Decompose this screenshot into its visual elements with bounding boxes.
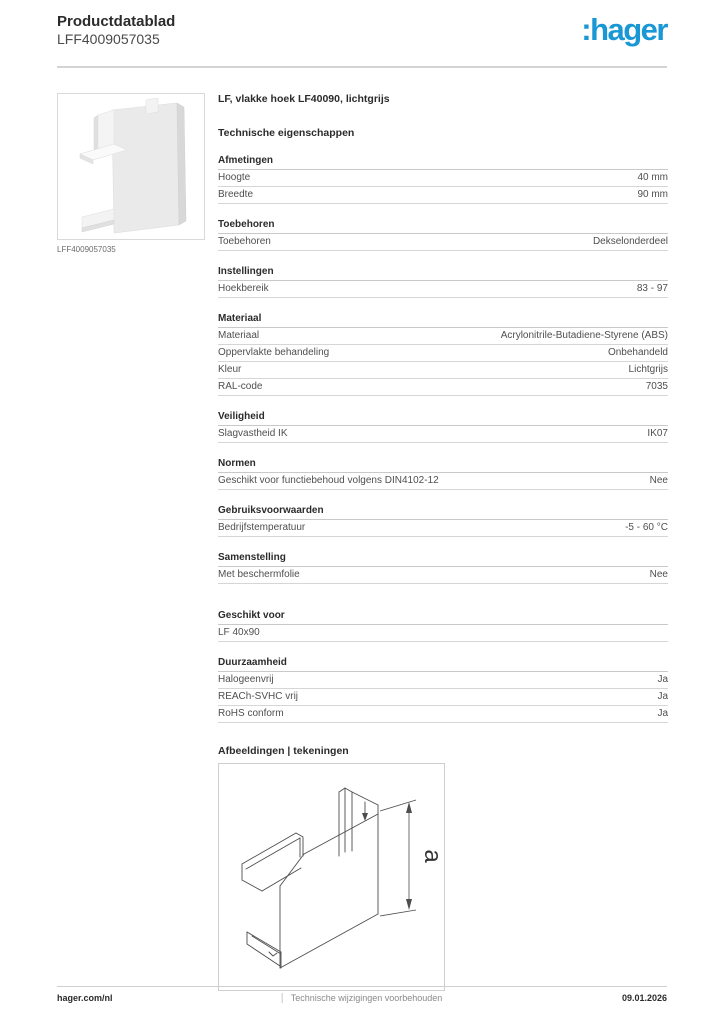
spec-value: Lichtgrijs bbox=[628, 364, 668, 375]
spec-value: Ja bbox=[657, 674, 668, 685]
dimension-label: a bbox=[419, 849, 444, 863]
spec-value: 90 mm bbox=[637, 189, 668, 200]
spec-row bbox=[218, 473, 668, 490]
spec-label: REACh-SVHC vrij bbox=[218, 691, 299, 702]
spec-group-veiligheid bbox=[218, 411, 668, 443]
document-type-title: Productdatablad bbox=[57, 13, 176, 30]
spec-label: Hoekbereik bbox=[218, 283, 269, 294]
spec-value: 40 mm bbox=[637, 172, 668, 183]
spec-row bbox=[218, 567, 668, 584]
document-footer bbox=[57, 986, 667, 1009]
product-reference: LFF4009057035 bbox=[57, 31, 160, 47]
spec-row bbox=[218, 187, 668, 204]
footer-notice: Technische wijzigingen voorbehouden bbox=[290, 993, 443, 1003]
spec-value: Nee bbox=[649, 569, 668, 580]
spec-label: Bedrijfstemperatuur bbox=[218, 522, 306, 533]
spec-label: Met beschermfolie bbox=[218, 569, 300, 580]
technical-drawing bbox=[218, 763, 445, 991]
spec-group-geschikt-voor bbox=[218, 610, 668, 642]
spec-label: RoHS conform bbox=[218, 708, 284, 719]
spec-group-title: Normen bbox=[218, 458, 668, 473]
product-image bbox=[57, 93, 205, 240]
document-header bbox=[57, 13, 667, 48]
spec-label: Kleur bbox=[218, 364, 242, 375]
spec-row bbox=[218, 706, 668, 723]
footer-center-cell bbox=[282, 993, 443, 1003]
spec-label: Slagvastheid IK bbox=[218, 428, 288, 439]
product-title: LF, vlakke hoek LF40090, lichtgrijs bbox=[218, 93, 390, 105]
spec-label: Hoogte bbox=[218, 172, 251, 183]
spec-value: 83 - 97 bbox=[636, 283, 668, 294]
product-image-column bbox=[57, 93, 205, 254]
document-titles bbox=[57, 13, 175, 48]
spec-value: -5 - 60 °C bbox=[625, 522, 668, 533]
footer-website: hager.com/nl bbox=[57, 993, 113, 1003]
spec-row bbox=[218, 625, 668, 642]
section-heading-technical: Technische eigenschappen bbox=[218, 127, 355, 139]
footer-date: 09.01.2026 bbox=[621, 993, 667, 1003]
product-render-graphic bbox=[58, 94, 206, 239]
hager-logo: :hager bbox=[581, 12, 667, 47]
product-image-caption: LFF4009057035 bbox=[57, 245, 116, 254]
spec-group-title: Gebruiksvoorwaarden bbox=[218, 505, 668, 520]
spec-value: Ja bbox=[657, 708, 668, 719]
spec-label: Oppervlakte behandeling bbox=[218, 347, 330, 358]
spec-row bbox=[218, 689, 668, 706]
spec-group-title: Afmetingen bbox=[218, 155, 668, 170]
spec-group-title: Instellingen bbox=[218, 266, 668, 281]
spec-row bbox=[218, 672, 668, 689]
spec-group-materiaal bbox=[218, 313, 668, 396]
spec-group-title: Materiaal bbox=[218, 313, 668, 328]
spec-value: Acrylonitrile-Butadiene-Styrene (ABS) bbox=[500, 330, 668, 341]
spec-value: IK07 bbox=[647, 428, 668, 439]
spec-group-normen bbox=[218, 458, 668, 490]
header-divider bbox=[57, 66, 667, 68]
spec-row bbox=[218, 426, 668, 443]
spec-group-toebehoren bbox=[218, 219, 668, 251]
spec-label: LF 40x90 bbox=[218, 627, 260, 638]
footer-row bbox=[57, 987, 667, 1009]
spec-group-gebruiksvoorwaarden bbox=[218, 505, 668, 537]
spec-row bbox=[218, 170, 668, 187]
drawings-heading: Afbeeldingen | tekeningen bbox=[218, 745, 349, 757]
spec-label: Geschikt voor functiebehoud volgens DIN4102-12 bbox=[218, 475, 439, 486]
spec-group-title: Samenstelling bbox=[218, 552, 668, 567]
technical-drawing-graphic bbox=[219, 764, 444, 990]
spec-value: Dekselonderdeel bbox=[592, 236, 668, 247]
spec-row bbox=[218, 379, 668, 396]
spec-label: Breedte bbox=[218, 189, 254, 200]
spec-group-title: Geschikt voor bbox=[218, 610, 668, 625]
spec-group-title: Toebehoren bbox=[218, 219, 668, 234]
spec-row bbox=[218, 362, 668, 379]
spec-value: 7035 bbox=[645, 381, 668, 392]
spec-value: Onbehandeld bbox=[607, 347, 668, 358]
spec-group-samenstelling bbox=[218, 552, 668, 584]
spec-row bbox=[218, 328, 668, 345]
spec-row bbox=[218, 234, 668, 251]
spec-label: Materiaal bbox=[218, 330, 260, 341]
spec-label: RAL-code bbox=[218, 381, 263, 392]
content-column bbox=[218, 93, 668, 991]
spec-label: Halogeenvrij bbox=[218, 674, 274, 685]
spec-value: Nee bbox=[649, 475, 668, 486]
spec-value: Ja bbox=[657, 691, 668, 702]
spec-group-title: Veiligheid bbox=[218, 411, 668, 426]
spec-label: Toebehoren bbox=[218, 236, 271, 247]
spec-group-title: Duurzaamheid bbox=[218, 657, 668, 672]
spec-group-afmetingen bbox=[218, 155, 668, 204]
spec-row bbox=[218, 281, 668, 298]
spec-group-duurzaamheid bbox=[218, 657, 668, 723]
spec-row bbox=[218, 520, 668, 537]
spec-group-instellingen bbox=[218, 266, 668, 298]
footer-divider-line bbox=[282, 993, 283, 1003]
spec-row bbox=[218, 345, 668, 362]
